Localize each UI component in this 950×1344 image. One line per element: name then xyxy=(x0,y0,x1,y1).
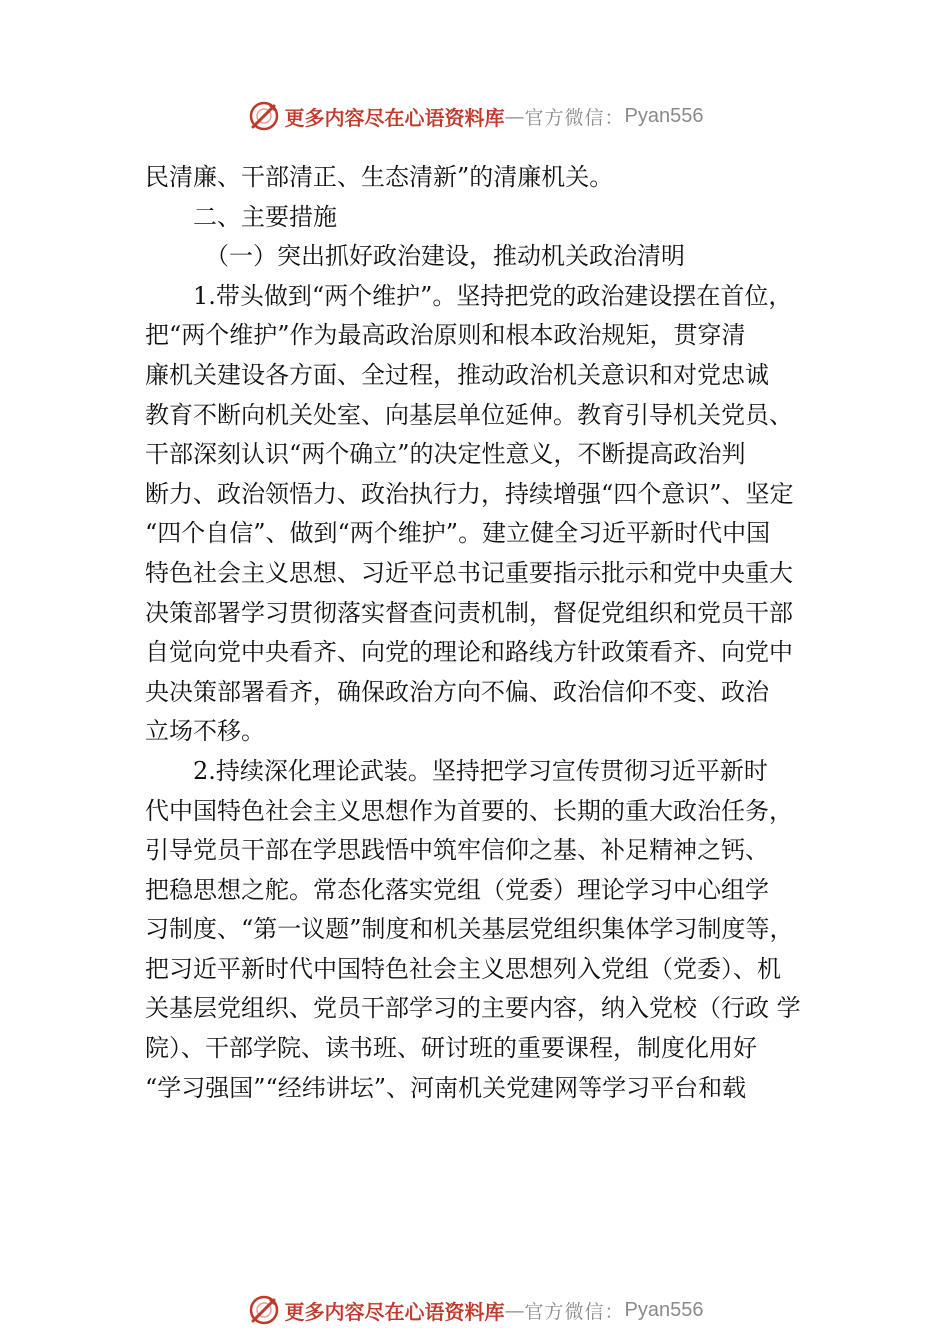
text-line: “学习强国”“经纬讲坛”、河南机关党建网等学习平台和载 xyxy=(145,1073,747,1102)
banner-official-label: 官方微信： xyxy=(524,1300,625,1323)
footer-watermark-banner xyxy=(0,1290,950,1330)
text-line: 把“两个维护”作为最高政治原则和根本政治规矩，贯穿清 xyxy=(145,321,746,350)
section-heading: 二、主要措施 xyxy=(193,202,337,231)
text-line: 把稳思想之舵。常态化落实党组（党委）理论学习中心组学 xyxy=(145,875,769,904)
text-line: 引导党员干部在学思践悟中筑牢信仰之基、补足精神之钙、 xyxy=(145,836,769,865)
banner-official-label: 官方微信： xyxy=(524,106,625,129)
text-line: 央决策部署看齐，确保政治方向不偏、政治信仰不变、政治 xyxy=(145,677,769,706)
text-line: 习制度、“第一议题”制度和机关基层党组织集体学习制度等， xyxy=(145,915,794,944)
text-line: 把习近平新时代中国特色社会主义思想列入党组（党委）、机 xyxy=(145,954,781,983)
banner-brand-text: 更多内容尽在心语资料库 xyxy=(284,1299,505,1324)
banner-brand-text: 更多内容尽在心语资料库 xyxy=(284,105,505,130)
text-line: 自觉向党中央看齐、向党的理论和路线方针政策看齐、向党中 xyxy=(145,638,793,667)
brush-logo-icon xyxy=(247,99,281,133)
header-watermark-banner xyxy=(0,96,950,136)
text-line: “四个自信”、做到“两个维护”。建立健全习近平新时代中国 xyxy=(145,519,771,548)
document-body xyxy=(145,158,825,1108)
subsection-heading: （一）突出抓好政治建设，推动机关政治清明 xyxy=(205,242,685,271)
paragraph-start-line: 2.持续深化理论武装。坚持把学习宣传贯彻习近平新时 xyxy=(193,756,768,785)
paragraph-start-line: 1.带头做到“两个维护”。坚持把党的政治建设摆在首位， xyxy=(193,281,793,310)
banner-dash: — xyxy=(504,1298,525,1322)
text-line: 廉机关建设各方面、全过程，推动政治机关意识和对党忠诚 xyxy=(145,360,769,389)
text-line: 决策部署学习贯彻落实督查问责机制，督促党组织和党员干部 xyxy=(145,598,793,627)
banner-dash: — xyxy=(504,104,525,128)
text-line: 关基层党组织、党员干部学习的主要内容，纳入党校（行政 学 xyxy=(145,994,801,1023)
banner-wechat-id: Pyan556 xyxy=(624,104,704,127)
text-line: 断力、政治领悟力、政治执行力，持续增强“四个意识”、坚定 xyxy=(145,479,794,508)
text-line: 特色社会主义思想、习近平总书记重要指示批示和党中央重大 xyxy=(145,558,793,587)
brush-logo-icon xyxy=(247,1293,281,1327)
text-line: 教育不断向机关处室、向基层单位延伸。教育引导机关党员、 xyxy=(145,400,793,429)
text-line: 干部深刻认识“两个确立”的决定性意义，不断提高政治判 xyxy=(145,440,746,469)
banner-wechat-id: Pyan556 xyxy=(624,1298,704,1321)
text-line: 院）、干部学院、读书班、研讨班的重要课程，制度化用好 xyxy=(145,1034,757,1063)
text-line: 民清廉、干部清正、生态清新”的清廉机关。 xyxy=(145,163,614,191)
text-line: 代中国特色社会主义思想作为首要的、长期的重大政治任务， xyxy=(145,796,793,825)
text-line: 立场不移。 xyxy=(145,717,265,746)
